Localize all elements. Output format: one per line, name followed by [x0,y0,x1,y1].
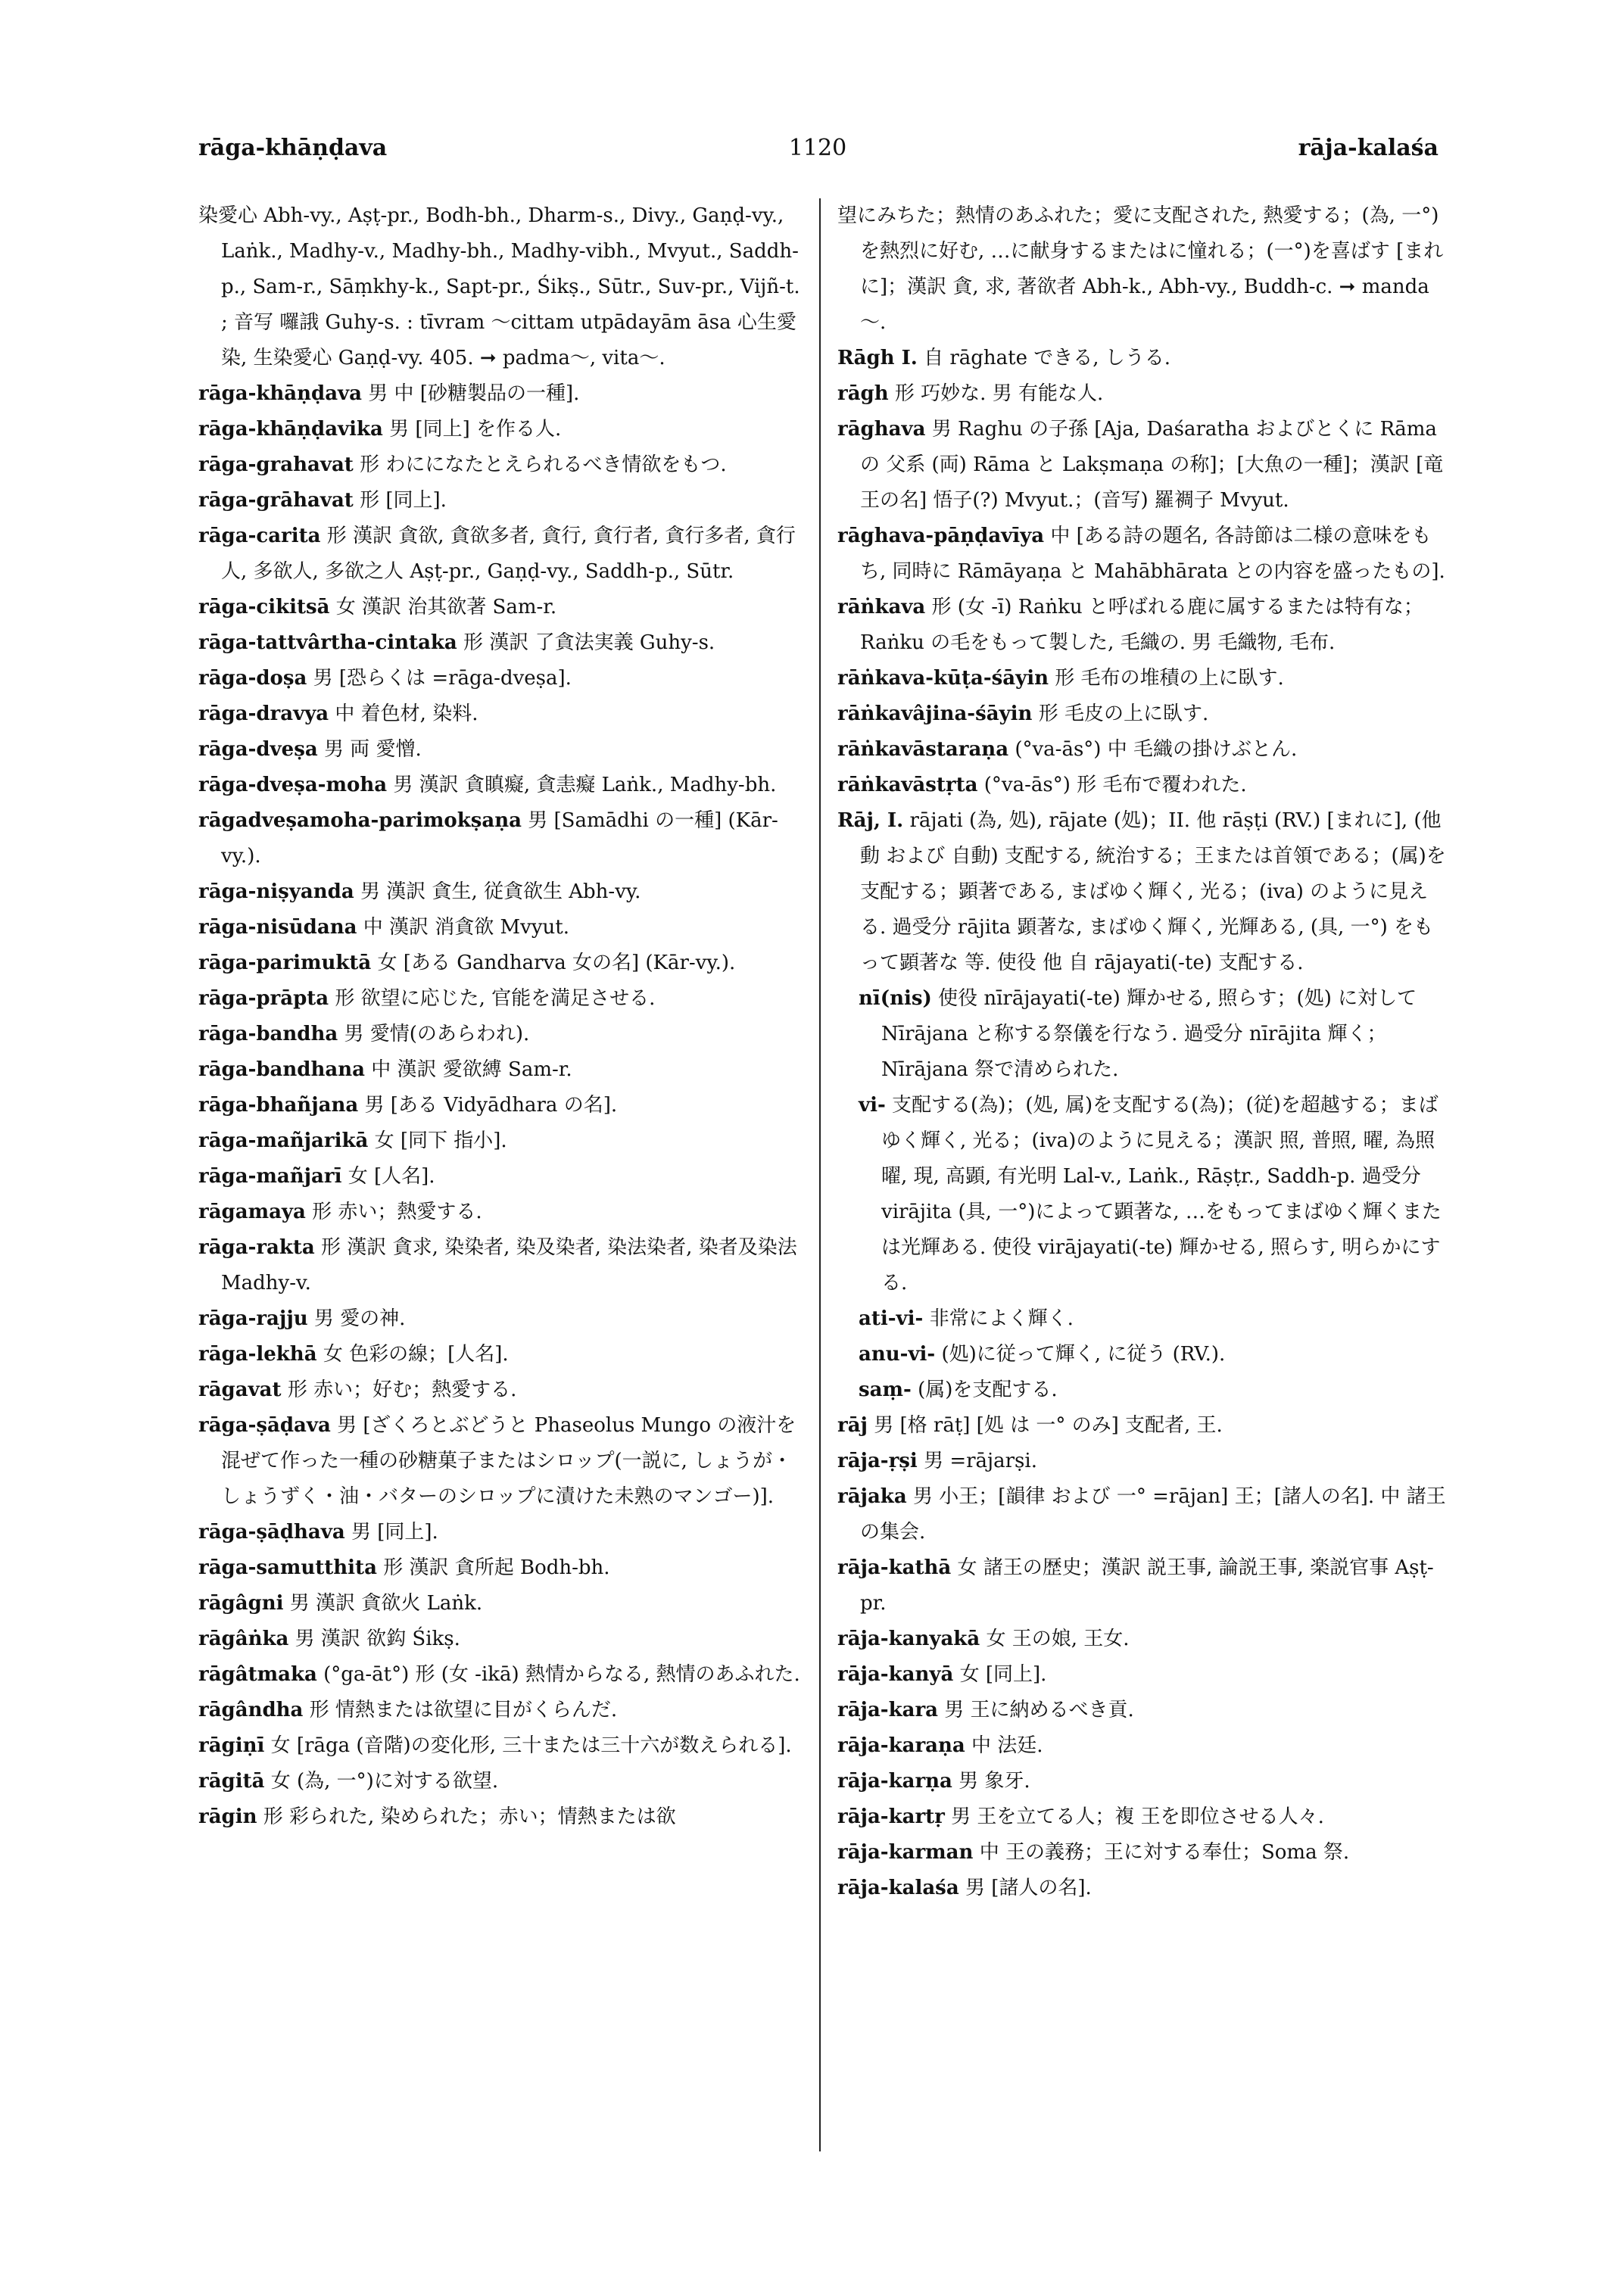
entry-definition: 形 漢訳 貪欲, 貪欲多者, 貪行, 貪行者, 貪行多者, 貪行人, 多欲人, 多欲之人 Aṣṭ-pr., Gaṇḍ-vy., Saddh-p., Sūtr. [221,525,796,583]
entry-definition: 男 中 [砂糖製品の一種]. [368,382,580,405]
left-column [198,198,808,1835]
dictionary-entry [837,590,1449,661]
right-column [837,198,1449,1906]
entry-definition: 自 rāghate できる, しうる. [924,347,1171,369]
dictionary-entry [837,1337,1449,1372]
dictionary-entry [837,661,1449,696]
entry-headword: rāga-dravya [198,703,329,725]
entry-definition: 形 毛皮の上に臥す. [1038,703,1209,725]
entry-headword: rāgitā [198,1770,265,1793]
dictionary-entry [198,696,808,732]
entry-headword: rāgâgni [198,1592,284,1615]
dictionary-entry [837,1301,1449,1337]
dictionary-entry [198,1195,808,1230]
entry-headword: rāga-lekhā [198,1343,317,1366]
entry-headword: rāj [837,1414,868,1437]
entry-definition: 中 法廷. [971,1734,1043,1757]
entry-headword: Rāgh I. [837,347,918,369]
entry-definition: 形 (女 -ī) Raṅku と呼ばれる鹿に属するまたは特有な；Raṅku の毛をもって製した, 毛織の. 男 毛織物, 毛布. [860,596,1423,654]
dictionary-entry [198,874,808,910]
entry-headword: rāghava [837,418,926,441]
entry-headword: rāja-karaṇa [837,1734,965,1757]
entry-definition: (°va-ās°) 中 毛織の掛けぶとん. [1015,738,1298,761]
entry-definition: 男 王に納めるべき貢. [944,1699,1134,1721]
entry-headword: rāga-parimuktā [198,952,372,974]
entry-headword: rāga-doṣa [198,667,307,690]
entry-headword: rāgh [837,382,889,405]
entry-definition: 形 赤い；好む；熱愛する. [287,1379,517,1401]
entry-headword: rāga-grāhavat [198,489,354,512]
entry-headword: rāga-carita [198,525,321,547]
dictionary-entry [198,447,808,483]
entry-headword: rāga-grahavat [198,453,354,476]
dictionary-entry [837,1622,1449,1657]
dictionary-entry [198,981,808,1017]
dictionary-entry [198,1693,808,1728]
dictionary-entry [198,1372,808,1408]
entry-definition: 女 王の娘, 王女. [986,1628,1130,1650]
entry-definition: 男 [同上]. [351,1521,438,1544]
entry-definition: 非常によく輝く. [929,1307,1074,1330]
dictionary-entry [837,1657,1449,1693]
entry-headword: rāga-samutthita [198,1556,377,1579]
entry-headword: rāṅkavâjina-śāyin [837,703,1033,725]
header-right-guide-word: rāja-kalaśa [1298,135,1439,161]
dictionary-entry [837,732,1449,768]
entry-headword: rāga-bandha [198,1023,338,1045]
dictionary-entry [837,1444,1449,1479]
entry-definition: 男 [同上] を作る人. [389,418,562,441]
entry-headword: saṃ- [859,1379,912,1401]
dictionary-entry [198,1301,808,1337]
dictionary-entry [837,1372,1449,1408]
dictionary-entry [198,1123,808,1159]
entry-headword: rāga-dveṣa [198,738,318,761]
entry-headword: rāga-bandhana [198,1058,365,1081]
entry-headword: rāja-kanyakā [837,1628,980,1650]
entry-headword: rāghava-pāṇḍavīya [837,525,1045,547]
entry-definition: rājati (為, 処), rājate (処)；II. 他 rāṣṭi (RV.) [まれに], (他動 および 自動) 支配する, 統治する；王または首領である；(属)を支配する；顕著である, まばゆく輝く, 光る；(iva) のように見える. 過受分 rājita 顕著な, まばゆく輝く, 光輝ある, (具, 一°) をもって顕著な 等. 使役 他 自 rājayati(-te) 支配する. [860,809,1446,974]
entry-definition: 女 (為, 一°)に対する欲望. [270,1770,499,1793]
entry-definition: 男 Raghu の子孫 [Aja, Daśaratha およびとくに Rāma の 父系 (両) Rāma と Lakṣmaṇa の称]；[大魚の一種]；漢訳 [竜王の名] 悟子(?) Mvyut.；(音写) 羅裯子 Mvyut. [860,418,1444,512]
entry-definition: (処)に従って輝く, に従う (RV.). [941,1343,1226,1366]
entry-headword: anu-vi- [859,1343,936,1366]
entry-definition: 男 [格 rāṭ] [処 は 一° のみ] 支配者, 王. [874,1414,1223,1437]
dictionary-entry [198,910,808,946]
entry-headword: rāgin [198,1805,257,1828]
dictionary-entry [198,1052,808,1088]
entry-definition: 形 毛布の堆積の上に臥す. [1055,667,1284,690]
entry-definition: 形 赤い；熱愛する. [312,1201,482,1223]
entry-definition: 男 愛の神. [313,1307,406,1330]
entry-headword: rāṅkava [837,596,926,618]
entry-definition: 形 漢訳 了貪法実義 Guhy-s. [463,631,715,654]
entry-definition: 染愛心 Abh-vy., Aṣṭ-pr., Bodh-bh., Dharm-s., Divy., Gaṇḍ-vy., Laṅk., Madhy-v., Madhy-bh., Madhy-vibh., Mvyut., Saddh-p., Sam-r., Sāṃkhy-k., Sapt-pr., Śikṣ., Sūtr., Suv-pr., Vijñ-t. ; 音写 囉誐 Guhy-s. : tīvram ～cittam utpādayām āsa 心生愛染, 生染愛心 Gaṇḍ-vy. 405. ➞ padma～, vita～. [198,204,800,369]
entry-definition: 男 [ざくろとぶどうと Phaseolus Mungo の液汁を混ぜて作った一種の砂糖菓子またはシロップ(一説に, しょうが・しょうずく・油・バターのシロップに漬けた未熟のマンゴー)]. [221,1414,796,1508]
dictionary-entry [198,1408,808,1515]
column-divider [819,198,821,2151]
dictionary-entry [837,1764,1449,1799]
dictionary-entry [198,1622,808,1657]
page-number: 1120 [788,135,847,161]
dictionary-entry [837,1550,1449,1622]
entry-headword: rāja-kara [837,1699,938,1721]
entry-headword: ati-vi- [859,1307,924,1330]
dictionary-entry [837,1693,1449,1728]
entry-definition: (属)を支配する. [918,1379,1058,1401]
entry-headword: rāṅkavāstaraṇa [837,738,1009,761]
dictionary-entry [198,661,808,696]
entry-headword: rāga-rakta [198,1236,315,1259]
entry-definition: 男 漢訳 貪欲火 Laṅk. [289,1592,483,1615]
entry-headword: rāga-prāpta [198,987,329,1010]
dictionary-entry [837,1835,1449,1871]
entry-headword: rāṅkavāstṛta [837,774,978,796]
dictionary-entry [837,1799,1449,1835]
entry-headword: rāga-ṣāḍava [198,1414,331,1437]
dictionary-entry [198,519,808,590]
entry-definition: 形 巧妙な. 男 有能な人. [894,382,1104,405]
dictionary-entry [198,1017,808,1052]
entry-headword: rāja-karṇa [837,1770,952,1793]
entry-definition: 女 [rāga (音階)の変化形, 三十または三十六が数えられる]. [270,1734,792,1757]
entry-headword: rāga-ṣāḍhava [198,1521,345,1544]
entry-definition: 男 小王；[韻律 および 一° =rājan] 王；[諸人の名]. 中 諸王の集会. [860,1485,1446,1544]
dictionary-entry [198,412,808,447]
entry-definition: 女 [同下 指小]. [374,1129,507,1152]
dictionary-entry [837,412,1449,519]
entry-headword: rāṅkava-kūṭa-śāyin [837,667,1049,690]
dictionary-entry [837,1728,1449,1764]
dictionary-entry [198,483,808,519]
entry-headword: rāga-tattvârtha-cintaka [198,631,457,654]
dictionary-entry [198,590,808,625]
dictionary-entry [837,1479,1449,1550]
entry-headword: rāja-ṛṣi [837,1450,918,1472]
entry-definition: 男 [ある Vidyādhara の名]. [364,1094,618,1117]
entry-definition: 形 欲望に応じた, 官能を満足させる. [335,987,656,1010]
dictionary-entry [198,1337,808,1372]
dictionary-entry [198,1657,808,1693]
dictionary-entry [837,198,1449,341]
entry-definition: 形 漢訳 貪所起 Bodh-bh. [383,1556,610,1579]
entry-headword: rāga-dveṣa-moha [198,774,388,796]
dictionary-entry [198,803,808,874]
dictionary-entry [198,1799,808,1835]
dictionary-entry [837,1408,1449,1444]
entry-definition: 形 わにになたとえられるべき情欲をもつ. [360,453,727,476]
dictionary-entry [198,1550,808,1586]
entry-definition: 男 愛情(のあらわれ). [344,1023,530,1045]
dictionary-entry [198,1764,808,1799]
entry-definition: 女 [人名]. [348,1165,435,1188]
entry-headword: rāga-nisūdana [198,916,357,939]
entry-definition: 形 彩られた, 染められた；赤い；情熱または欲 [263,1805,676,1828]
entry-headword: rāgiṇī [198,1734,265,1757]
entry-definition: 中 漢訳 消貪欲 Mvyut. [363,916,569,939]
entry-definition: 中 漢訳 愛欲縛 Sam-r. [371,1058,572,1081]
dictionary-entry [837,519,1449,590]
entry-definition: 男 王を立てる人；複 王を即位させる人々. [951,1805,1324,1828]
dictionary-entry [198,1515,808,1550]
entry-definition: (°ga-āt°) 形 (女 -ikā) 熱情からなる, 熱情のあふれた. [323,1663,800,1686]
dictionary-entry [837,1871,1449,1906]
entry-definition: 男 両 愛憎. [323,738,422,761]
entry-headword: rāgadveṣamoha-parimokṣaṇa [198,809,522,832]
dictionary-entry [198,946,808,981]
entry-definition: 女 色彩の線；[人名]. [323,1343,509,1366]
dictionary-entry [198,1230,808,1301]
entry-headword: rāja-kanyā [837,1663,954,1686]
entry-headword: vi- [859,1094,886,1117]
entry-headword: rāga-mañjarikā [198,1129,369,1152]
entry-headword: rāgâṅka [198,1628,289,1650]
entry-headword: rāga-cikitsā [198,596,330,618]
entry-definition: 形 [同上]. [360,489,447,512]
dictionary-entry [198,768,808,803]
entry-headword: rāgândha [198,1699,304,1721]
entry-headword: rāgâtmaka [198,1663,317,1686]
entry-headword: rāga-rajju [198,1307,308,1330]
entry-definition: 男 漢訳 貪生, 従貪欲生 Abh-vy. [360,880,641,903]
entry-definition: (°va-ās°) 形 毛布で覆われた. [983,774,1247,796]
entry-definition: 男 漢訳 貪瞋癡, 貪恚癡 Laṅk., Madhy-bh. [393,774,777,796]
entry-definition: 形 情熱または欲望に目がくらんだ. [309,1699,618,1721]
dictionary-entry [837,696,1449,732]
entry-definition: 望にみちた；熱情のあふれた；愛に支配された, 熱愛する；(為, 一°)を熱烈に好む, …に献身するまたはに憧れる；(一°)を喜ばす [まれに]；漢訳 貪, 求, 著欲者 Abh-k., Abh-vy., Buddh-c. ➞ manda～. [837,204,1444,334]
entry-headword: rāgamaya [198,1201,306,1223]
dictionary-entry [837,803,1449,981]
entry-definition: 女 [ある Gandharva 女の名] (Kār-vy.). [377,952,736,974]
header-left-guide-word: rāga-khāṇḍava [198,135,388,161]
dictionary-entry [198,1088,808,1123]
dictionary-entry [198,1586,808,1622]
entry-headword: rāja-kartṛ [837,1805,945,1828]
entry-headword: rāja-kalaśa [837,1877,959,1899]
entry-definition: 中 王の義務；王に対する奉仕；Soma 祭. [979,1841,1350,1864]
entry-headword: rāja-kathā [837,1556,952,1579]
entry-definition: 支配する(為)；(処, 属)を支配する(為)；(従)を超越する；まばゆく輝く, 光る；(iva)のように見える；漢訳 照, 普照, 曜, 為照曜, 現, 高顕, 有光明 Lal-v., Laṅk., Rāṣṭr., Saddh-p. 過受分 virājita (具, 一°)によって顕著な, …をもってまばゆく輝くまたは光輝ある. 使役 virājayati(-te) 輝かせる, 照らす, 明らかにする. [881,1094,1442,1294]
entry-definition: 中 着色材, 染料. [335,703,478,725]
dictionary-entry [198,732,808,768]
entry-definition: 男 漢訳 欲鈎 Śikṣ. [295,1628,460,1650]
entry-headword: rāga-bhañjana [198,1094,359,1117]
entry-headword: rāga-khāṇḍava [198,382,363,405]
entry-headword: rāgavat [198,1379,282,1401]
entry-headword: rāga-khāṇḍavika [198,418,383,441]
dictionary-entry [198,376,808,412]
entry-definition: 男 [諸人の名]. [965,1877,1092,1899]
entry-headword: Rāj, I. [837,809,904,832]
dictionary-entry [198,625,808,661]
entry-definition: 女 諸王の歴史；漢訳 説王事, 論説王事, 楽説官事 Aṣṭ-pr. [860,1556,1434,1615]
entry-definition: 男 象牙. [959,1770,1030,1793]
entry-definition: 使役 nīrājayati(-te) 輝かせる, 照らす；(処) に対して Nīrājana と称する祭儀を行なう. 過受分 nīrājita 輝く；Nīrājana 祭で清められた. [881,987,1417,1081]
entry-headword: rājaka [837,1485,907,1508]
dictionary-entry [198,198,808,376]
entry-headword: rāga-niṣyanda [198,880,354,903]
dictionary-entry [837,376,1449,412]
entry-headword: rāga-mañjarī [198,1165,342,1188]
dictionary-entry [837,981,1449,1088]
dictionary-entry [198,1159,808,1195]
entry-definition: 男 [恐らくは =rāga-dveṣa]. [313,667,572,690]
entry-headword: nī(nis) [859,987,932,1010]
dictionary-entry [837,1088,1449,1301]
dictionary-entry [837,768,1449,803]
entry-definition: 女 [同上]. [959,1663,1047,1686]
entry-definition: 形 漢訳 貪求, 染染者, 染及染者, 染法染者, 染者及染法 Madhy-v. [221,1236,797,1294]
entry-definition: 中 [ある詩の題名, 各詩節は二様の意味をもち, 同時に Rāmāyaṇa と Mahābhārata との内容を盛ったもの]. [860,525,1445,583]
entry-headword: rāja-karman [837,1841,974,1864]
dictionary-entry [837,341,1449,376]
entry-definition: 男 =rājarṣi. [924,1450,1037,1472]
entry-definition: 男 [Samādhi の一種] (Kār-vy.). [221,809,778,868]
dictionary-entry [198,1728,808,1764]
entry-definition: 女 漢訳 治其欲著 Sam-r. [335,596,557,618]
